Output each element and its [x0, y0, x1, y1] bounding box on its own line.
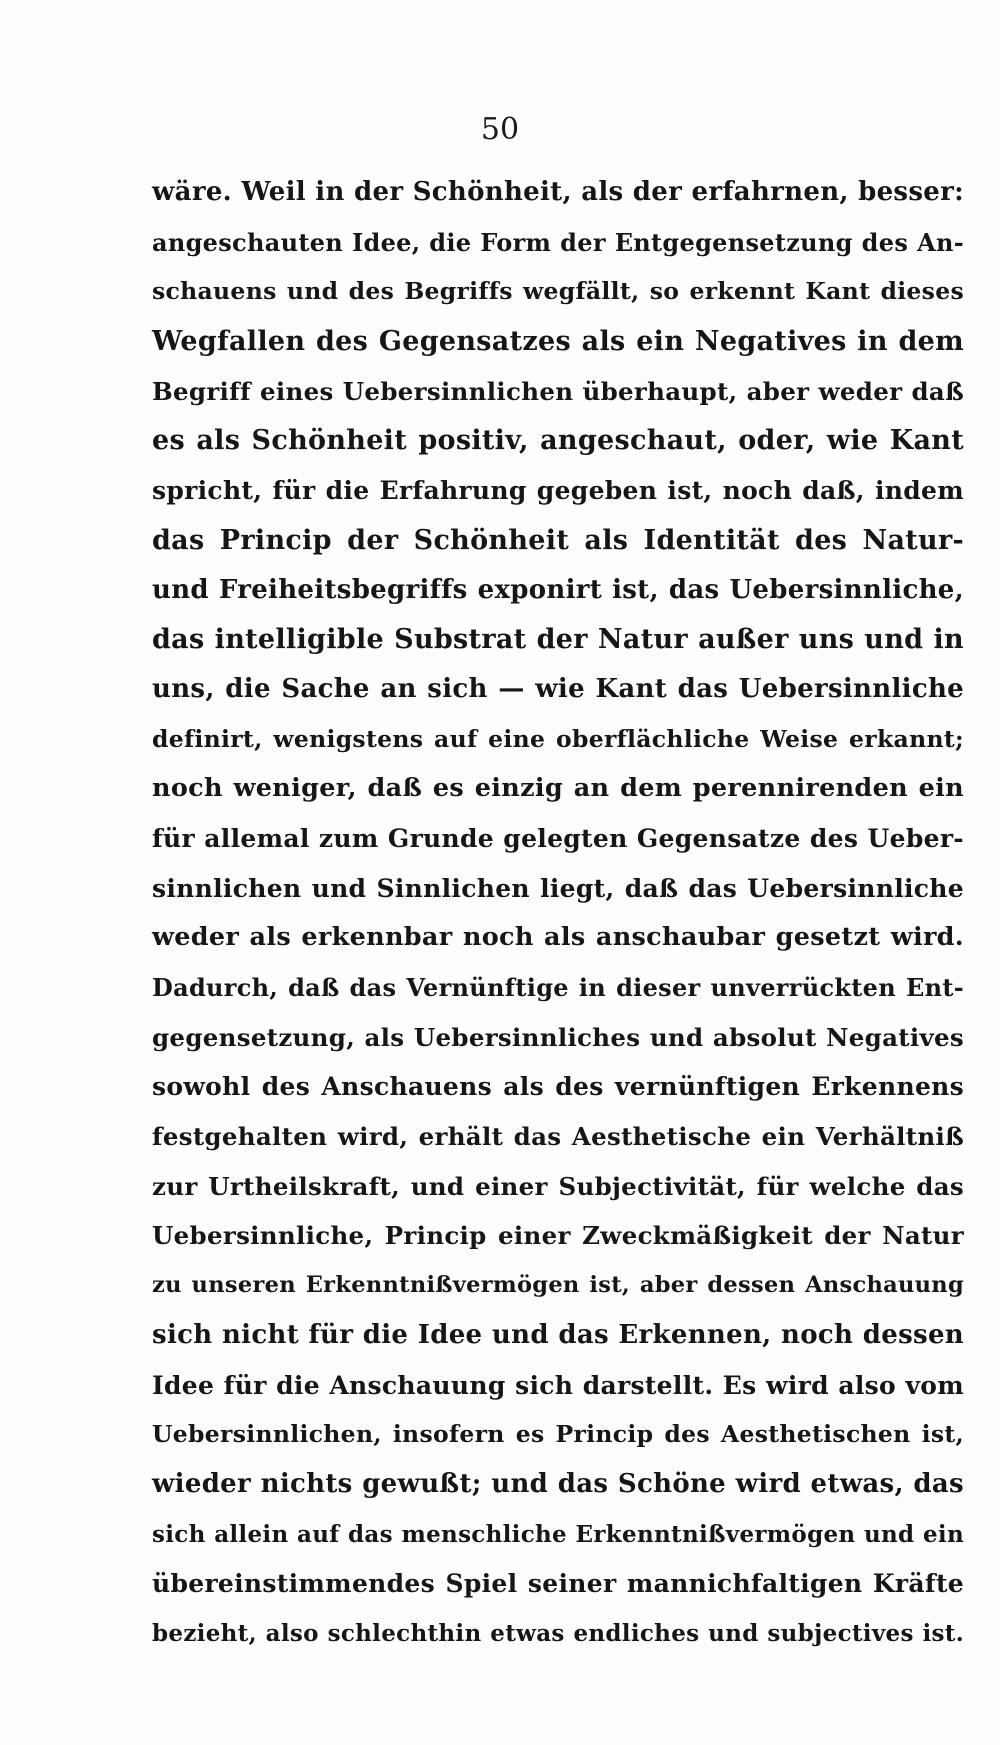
text-line: sich nicht für die Idee und das Erkennen, noch dessen — [152, 1319, 964, 1350]
text-line: Dadurch, daß das Vernünftige in dieser unverrückten Ent- — [152, 973, 964, 1002]
text-line: sowohl des Anschauens als des vernünftigen Erkennens — [152, 1072, 964, 1102]
text-line: bezieht, also schlechthin etwas endliches und subjectives ist. — [152, 1619, 964, 1647]
text-line: das intelligible Substrat der Natur außer uns und in — [152, 624, 964, 656]
text-line: schauens und des Begriffs wegfällt, so erkennt Kant dieses — [152, 277, 964, 306]
text-line: spricht, für die Erfahrung gegeben ist, noch daß, indem — [152, 476, 964, 506]
text-line: Wegfallen des Gegensatzes als ein Negatives in dem — [152, 326, 964, 358]
text-line: Uebersinnliche, Princip einer Zweckmäßigkeit der Natur — [152, 1221, 964, 1251]
text-line: zu unseren Erkenntnißvermögen ist, aber dessen Anschauung — [152, 1272, 964, 1299]
text-line: Begriff eines Uebersinnlichen überhaupt, aber weder daß — [152, 376, 964, 406]
text-line: weder als erkennbar noch als anschaubar gesetzt wird. — [152, 922, 964, 953]
text-line: das Princip der Schönheit als Identität des Natur- — [152, 524, 964, 556]
text-line: angeschauten Idee, die Form der Entgegensetzung des An- — [152, 227, 964, 257]
text-line: wäre. Weil in der Schönheit, als der erfahrnen, besser: — [152, 177, 965, 207]
text-line: festgehalten wird, erhält das Aesthetische ein Verhältniß — [152, 1122, 964, 1152]
page-number: 50 — [480, 112, 520, 147]
body-text — [152, 168, 964, 1659]
text-line: zur Urtheilskraft, und einer Subjectivität, für welche das — [152, 1171, 964, 1201]
text-line: Uebersinnlichen, insofern es Princip des Aesthetischen ist, — [152, 1420, 964, 1449]
text-line: noch weniger, daß es einzig an dem perennirenden ein — [152, 773, 964, 804]
text-line: gegensetzung, als Uebersinnliches und absolut Negatives — [152, 1022, 964, 1052]
text-line: es als Schönheit positiv, angeschaut, oder, wie Kant — [152, 425, 964, 457]
text-line: wieder nichts gewußt; und das Schöne wird etwas, das — [152, 1468, 964, 1499]
text-line: sinnlichen und Sinnlichen liegt, daß das Uebersinnliche — [152, 873, 964, 903]
text-line: sich allein auf das menschliche Erkenntnißvermögen und ein — [152, 1520, 964, 1548]
text-line: definirt, wenigstens auf eine oberflächliche Weise erkannt; — [152, 724, 964, 753]
text-line: für allemal zum Grunde gelegten Gegensatze des Ueber- — [152, 823, 964, 853]
text-line: übereinstimmendes Spiel seiner mannichfaltigen Kräfte — [152, 1569, 964, 1599]
text-line: und Freiheitsbegriffs exponirt ist, das Uebersinnliche, — [152, 574, 964, 605]
text-line: Idee für die Anschauung sich darstellt. Es wird also vom — [152, 1370, 964, 1400]
text-line: uns, die Sache an sich — wie Kant das Uebersinnliche — [152, 673, 964, 704]
